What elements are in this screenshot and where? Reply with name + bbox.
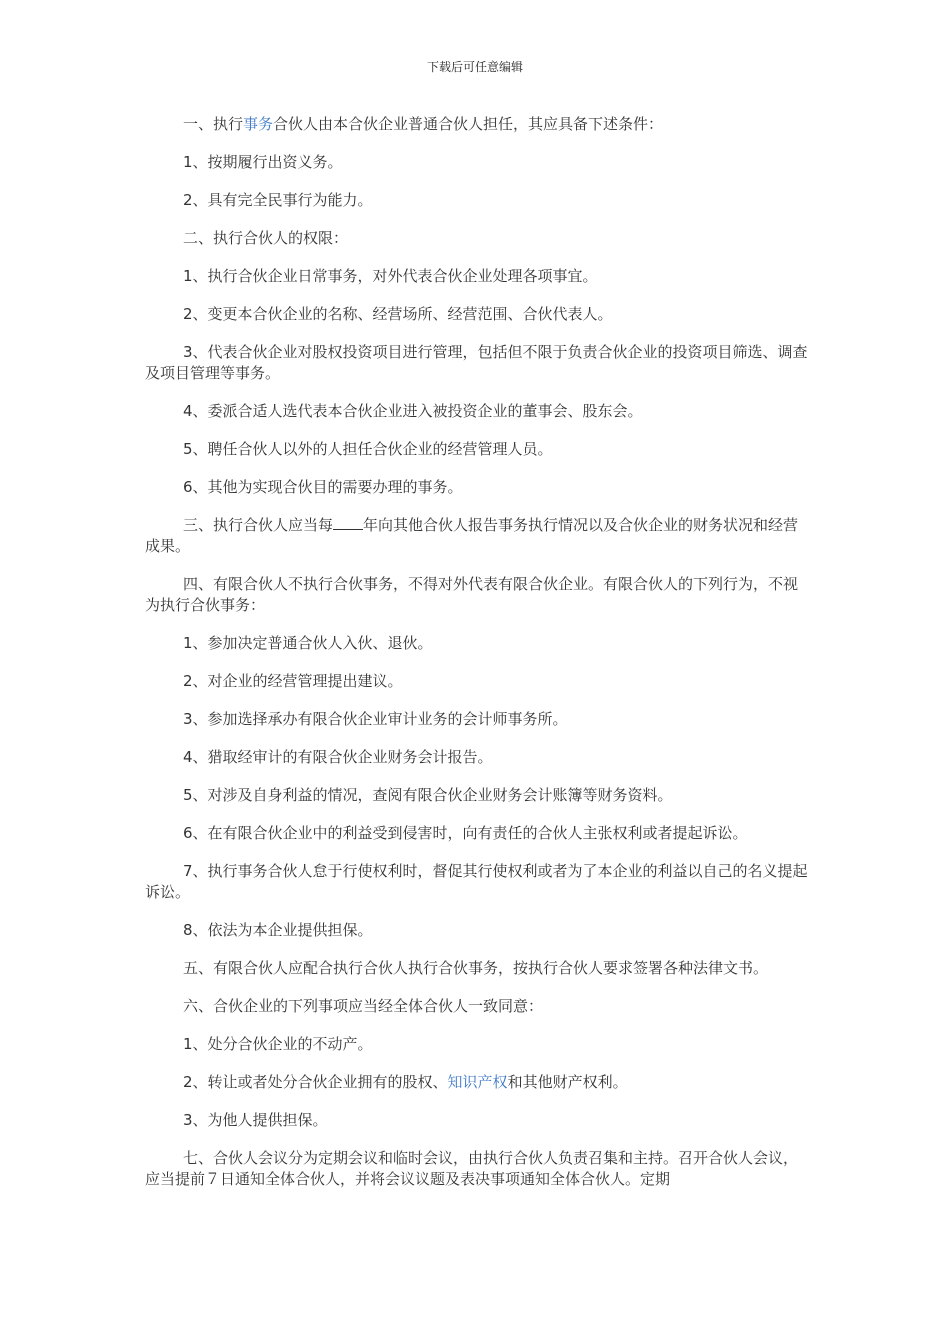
paragraph-25: 3、为他人提供担保。	[183, 1111, 328, 1129]
paragraph-2: 1、按期履行出资义务。	[183, 153, 343, 171]
paragraph-6: 2、变更本合伙企业的名称、经营场所、经营范围、合伙代表人。	[183, 305, 613, 323]
paragraph-22: 六、合伙企业的下列事项应当经全体合伙人一致同意：	[183, 997, 544, 1015]
paragraph-3: 2、具有完全民事行为能力。	[183, 191, 373, 209]
paragraph-1: 一、执行事务合伙人由本合伙企业普通合伙人担任，其应具备下述条件：	[183, 115, 664, 133]
paragraph-23: 1、处分合伙企业的不动产。	[183, 1035, 373, 1053]
paragraph-9: 5、聘任合伙人以外的人担任合伙企业的经营管理人员。	[183, 440, 553, 458]
paragraph-10: 6、其他为实现合伙目的需要办理的事务。	[183, 478, 463, 496]
paragraph-15: 3、参加选择承办有限合伙企业审计业务的会计师事务所。	[183, 710, 568, 728]
paragraph-24: 2、转让或者处分合伙企业拥有的股权、知识产权和其他财产权利。	[183, 1073, 628, 1091]
paragraph-4: 二、执行合伙人的权限：	[183, 229, 349, 247]
paragraph-20: 8、依法为本企业提供担保。	[183, 921, 373, 939]
paragraph-13: 1、参加决定普通合伙人入伙、退伙。	[183, 634, 433, 652]
paragraph-17: 5、对涉及自身利益的情况，查阅有限合伙企业财务会计账簿等财务资料。	[183, 786, 673, 804]
paragraph-18: 6、在有限合伙企业中的利益受到侵害时，向有责任的合伙人主张权利或者提起诉讼。	[183, 824, 748, 842]
link-zhishichanquan[interactable]: 知识产权	[447, 1073, 508, 1091]
page-header: 下载后可任意编辑	[426, 60, 523, 74]
paragraph-26: 七、合伙人会议分为定期会议和临时会议，由执行合伙人负责召集和主持。召开合伙人会议，应当提前７日通知全体合伙人，并将会议议题及表决事项通知全体合伙人。定期	[145, 1149, 799, 1188]
paragraph-21: 五、有限合伙人应配合执行合伙人执行合伙事务，按执行合伙人要求签署各种法律文书。	[183, 959, 769, 977]
link-shiwu[interactable]: 事务	[243, 115, 274, 133]
paragraph-16: 4、猎取经审计的有限合伙企业财务会计报告。	[183, 748, 493, 766]
paragraph-12: 四、有限合伙人不执行合伙事务，不得对外代表有限合伙企业。有限合伙人的下列行为，不视为执行合伙事务：	[145, 575, 799, 614]
document-body	[145, 114, 810, 1207]
paragraph-8: 4、委派合适人选代表本合伙企业进入被投资企业的董事会、股东会。	[183, 402, 643, 420]
paragraph-5: 1、执行合伙企业日常事务，对外代表合伙企业处理各项事宜。	[183, 267, 598, 285]
paragraph-14: 2、对企业的经营管理提出建议。	[183, 672, 403, 690]
fill-in-blank	[333, 515, 363, 530]
paragraph-11: 三、执行合伙人应当每 年向其他合伙人报告事务执行情况以及合伙企业的财务状况和经营成果。	[145, 516, 799, 555]
paragraph-19: 7、执行事务合伙人怠于行使权利时，督促其行使权利或者为了本企业的利益以自己的名义提起诉讼。	[145, 862, 808, 901]
paragraph-7: 3、代表合伙企业对股权投资项目进行管理，包括但不限于负责合伙企业的投资项目筛选、调查及项目管理等事务。	[145, 343, 808, 382]
